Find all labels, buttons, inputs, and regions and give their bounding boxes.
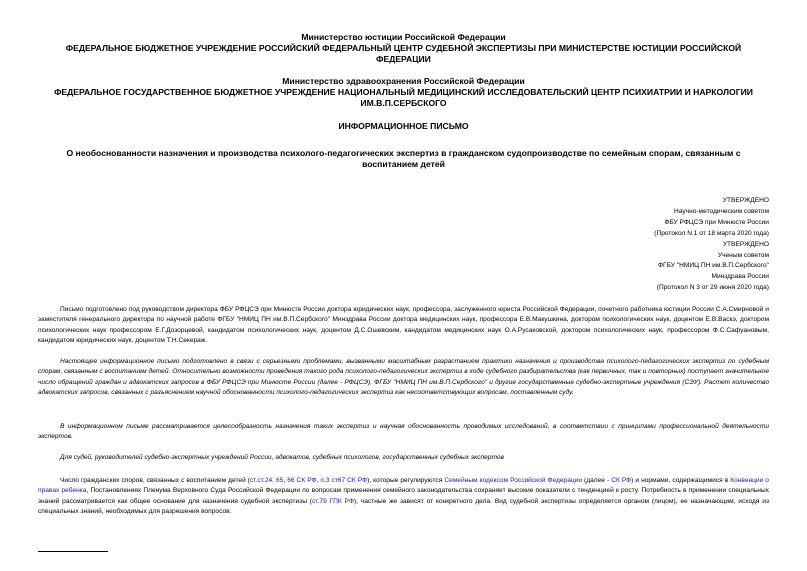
paragraph-main xyxy=(38,476,769,518)
approval-line: Минздрава России xyxy=(711,273,769,281)
ministry-justice: Министерство юстиции Российской Федерации xyxy=(301,32,506,42)
approval-line: (Протокол N 3 от 29 июня 2020 года) xyxy=(656,284,769,292)
text-run: Число гражданских споров, связанных с воспитанием детей ( xyxy=(60,477,250,484)
paragraph-purpose: В информационном письме рассматривается целесообразность назначения таких экспертиз и научная обоснованность проводимых исследований, в соответствии с принципами профессиональной деятельности экспертов. xyxy=(38,423,769,441)
document-type: ИНФОРМАЦИОННОЕ ПИСЬМО xyxy=(338,121,469,131)
paragraph-authors: Письмо подготовлено под руководством директора ФБУ РФЦСЭ при Минюсте России доктора юридических наук, профессора, заслуженного юриста Российской Федерации, почетного работника юстиции России С.А.Смирновой и заместителя генерального директора по научной работе ФГБУ "НМИЦ ПН им.В.П.Сербского" Минздрава России доктора медицинских наук, профессора Е.В.Макушкина, доктором психологических наук, доцентом Е.В.Васкэ, доктором психологических наук профессором Е.Г.Дозорцевой, кандидатом психологических наук, доцентом Д.С.Ошевским, кандидатом медицинских наук О.А.Русаковской, доктором психологических наук, профессором Ф.С.Сафуановым, кандидатом юридических наук, доцентом Т.Н.Секераж. xyxy=(38,306,769,345)
approval-line: ФГБУ "НМИЦ ПН им.В.П.Сербского" xyxy=(658,262,769,270)
approval-block xyxy=(509,196,769,294)
text-run: ), частные же зависят от конкретного дела. Вид судебной экспертизы определяется органом (лицом), ее назначающим, исходя из специальных знаний, необходимых для разрешения вопросов. xyxy=(38,497,769,516)
approval-line: Ученым советом xyxy=(717,251,769,259)
link-sk-rf[interactable]: СК РФ xyxy=(611,477,632,484)
approval-line: ФБУ РФЦСЭ при Минюсте России xyxy=(664,218,769,226)
org-serbsky: ФЕДЕРАЛЬНОЕ ГОСУДАРСТВЕННОЕ БЮДЖЕТНОЕ УЧРЕЖДЕНИЕ НАЦИОНАЛЬНЫЙ МЕДИЦИНСКИЙ ИССЛЕДОВАТЕЛЬСКИЙ ЦЕНТР ПСИХИАТРИИ И НАРКОЛОГИИ ИМ.В.П.СЕРБСКОГО xyxy=(54,87,753,108)
approval-line: УТВЕРЖДЕНО xyxy=(722,240,769,248)
text-run: , Постановлениях Пленума Верховного Суда Российской Федерации по вопросам применения семейного законодательства сохраняет высокие показатели с тенденцией к росту. Потребность в применении специальных знаний рассматривается как общее основание для назначения судебной экспертизы ( xyxy=(38,487,769,505)
link-child-rights-convention[interactable]: Конвенции о правах ребенка xyxy=(38,477,769,495)
text-run: ), которые регулируются xyxy=(367,477,445,484)
text-run: (далее - xyxy=(582,477,612,484)
text-run: ) и нормами, содержащимися в xyxy=(631,477,731,484)
ministry-health: Министерство здравоохранения Российской Федерации xyxy=(282,76,525,86)
approval-line: (Протокол N 1 от 18 марта 2020 года) xyxy=(654,229,769,237)
org-rfcse: ФЕДЕРАЛЬНОЕ БЮДЖЕТНОЕ УЧРЕЖДЕНИЕ РОССИЙСКИЙ ФЕДЕРАЛЬНЫЙ ЦЕНТР СУДЕБНОЙ ЭКСПЕРТИЗЫ ПРИ МИНИСТЕРСТВЕ ЮСТИЦИИ РОССИЙСКОЙ ФЕДЕРАЦИИ xyxy=(65,43,742,64)
link-family-code[interactable]: Семейным кодексом Российской Федерации xyxy=(444,477,583,484)
paragraph-audience: Для судей, руководителей судебно-экспертных учреждений России, адвокатов, судебных психологов, государственных судебных экспертов xyxy=(60,454,504,461)
approval-line: УТВЕРЖДЕНО xyxy=(722,197,769,204)
approval-line: Научно-методическим советом xyxy=(674,207,769,215)
paragraph-intro: Настоящее информационное письмо подготовлено в связи с серьезными проблемами, вызванными масштабным разрастанием практики назначения и производства психолого-педагогических экспертиз по судебным спорам, связанным с воспитанием детей. Относительно возможности проведения такого рода психолого-педагогических экспертиз в ходе судебного разбирательства (как первичных, так и повторных) поступает значительное число обращений граждан и адвокатских запросов в ФБУ РФЦСЭ при Минюсте России (далее - РФЦСЭ), ФГБУ "НМИЦ ПН им.В.П.Сербского" и другие государственные судебно-экспертные учреждения (СЭУ). Растет количество адвокатских запросов, связанных с разъяснением научной обоснованности психолого-педагогических экспертиз как несоответствующих вопросам, поставленным суду. xyxy=(38,358,769,397)
document-subject: О необоснованности назначения и производства психолого-педагогических экспертиз в гражданском судопроизводстве по семейным спорам, связанным с воспитанием детей xyxy=(66,148,741,169)
link-gpk-article[interactable]: ст.79 ГПК РФ xyxy=(311,497,354,505)
link-sk-articles[interactable]: ст.ст.24, 65, 66 СК РФ, п.3 ст67 СК РФ xyxy=(249,477,368,484)
footnote-divider xyxy=(38,551,108,552)
